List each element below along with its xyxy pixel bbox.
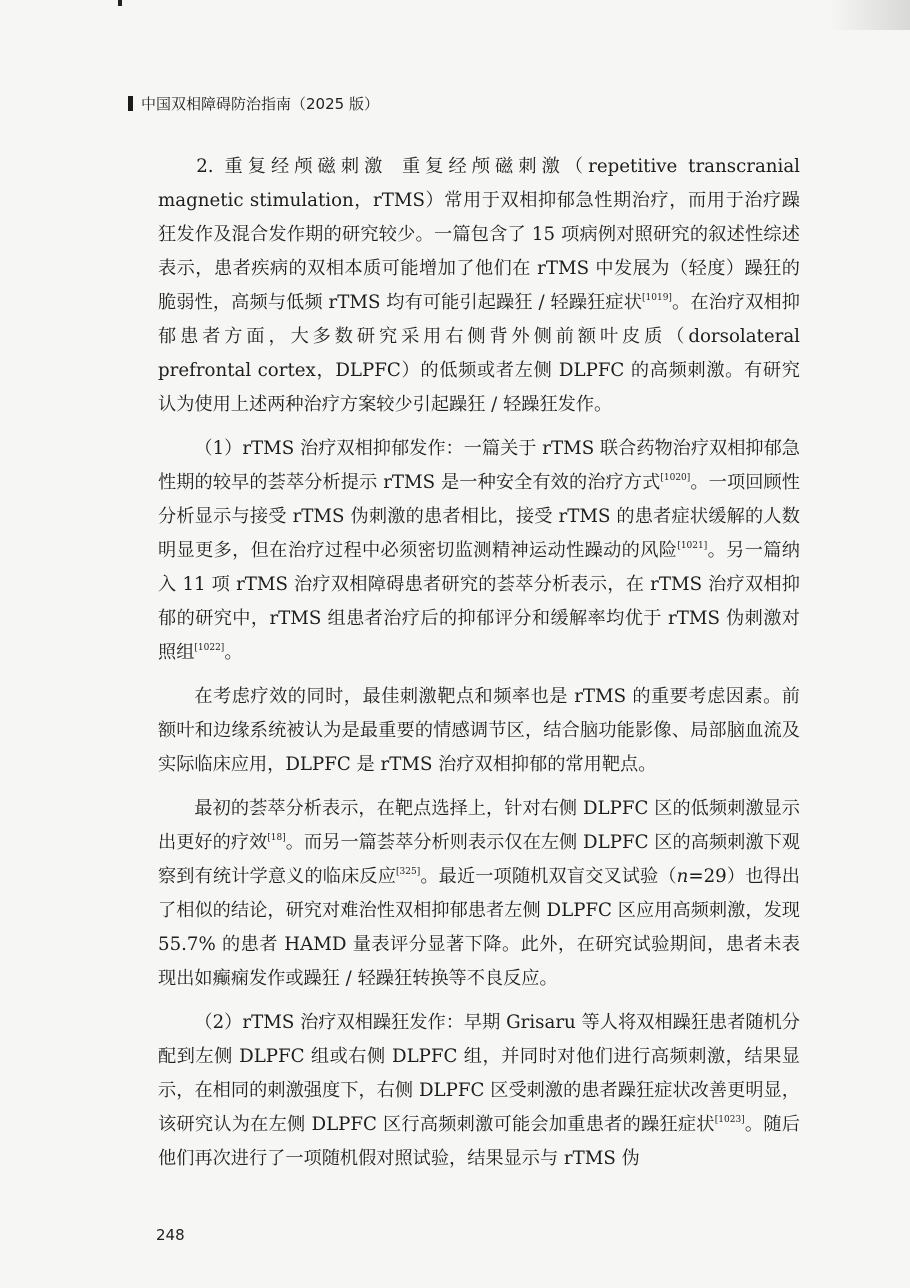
paragraph-text: 。 bbox=[224, 642, 243, 663]
citation-ref: [1023] bbox=[714, 1115, 745, 1125]
citation-ref: [1022] bbox=[194, 643, 225, 653]
paragraph-text: 重复经颅磁刺激（repetitive transcranial magnetic stimulation，rTMS）常用于双相抑郁急性期治疗，而用于治疗躁狂发作及混合发作期的研究较少。一篇包含了 15 项病例对照研究的叙述性综述表示，患者疾病的双相本质可能增加了他们在 rTMS 中发展为（轻度）躁狂的脆弱性，高频与低频 rTMS 均有可能引起躁狂 / 轻躁狂症状 bbox=[158, 156, 800, 313]
paragraph-meta-analysis bbox=[158, 792, 800, 996]
citation-ref: [325] bbox=[396, 867, 421, 877]
citation-ref: [1021] bbox=[677, 541, 708, 551]
header-title: 中国双相障碍防治指南（2025 版） bbox=[141, 94, 379, 113]
paragraph-text: 。而另一篇荟萃分析则表示仅在左侧 DLPFC 区的高频刺激下观察到有统计学意义的临床反应 bbox=[158, 832, 800, 887]
paragraph-text: 最初的荟萃分析表示，在靶点选择上，针对右侧 DLPFC 区的低频刺激显示出更好的疗效 bbox=[158, 798, 800, 853]
paragraph-bipolar-depression bbox=[158, 432, 800, 670]
page-number: 248 bbox=[156, 1226, 185, 1244]
sample-size-symbol: n bbox=[676, 866, 689, 887]
section-heading: 2. 重复经颅磁刺激 bbox=[196, 156, 388, 177]
paragraph-text: 。在治疗双相抑郁患者方面，大多数研究采用右侧背外侧前额叶皮质（dorsolateral prefrontal cortex，DLPFC）的低频或者左侧 DLPFC 的高频刺激。有研究认为使用上述两种治疗方案较少引起躁狂 / 轻躁狂发作。 bbox=[158, 292, 800, 415]
running-header bbox=[128, 92, 768, 114]
paragraph-text: 在考虑疗效的同时，最佳刺激靶点和频率也是 rTMS 的重要考虑因素。前额叶和边缘系统被认为是最重要的情感调节区，结合脑功能影像、局部脑血流及实际临床应用，DLPFC 是 rTMS 治疗双相抑郁的常用靶点。 bbox=[158, 686, 800, 775]
paragraph-text: 。另一篇纳入 11 项 rTMS 治疗双相障碍患者研究的荟萃分析表示，在 rTMS 治疗双相抑郁的研究中，rTMS 组患者治疗后的抑郁评分和缓解率均优于 rTMS 伪刺激对照组 bbox=[158, 540, 800, 663]
paragraph-text: （1）rTMS 治疗双相抑郁发作：一篇关于 rTMS 联合药物治疗双相抑郁急性期的较早的荟萃分析提示 rTMS 是一种安全有效的治疗方式 bbox=[158, 438, 800, 493]
paragraph-targets bbox=[158, 680, 800, 782]
body-text bbox=[158, 150, 800, 1186]
page-corner-shadow bbox=[830, 0, 910, 30]
paragraph-bipolar-mania bbox=[158, 1006, 800, 1176]
paragraph-rtms-intro bbox=[158, 150, 800, 422]
citation-ref: [1020] bbox=[660, 473, 691, 483]
citation-ref: [1019] bbox=[642, 293, 672, 303]
header-marker-icon bbox=[128, 96, 133, 111]
paragraph-text: =29）也得出了相似的结论，研究对难治性双相抑郁患者左侧 DLPFC 区应用高频刺激，发现 55.7% 的患者 HAMD 量表评分显著下降。此外，在研究试验期间，患者未表现出如癫痫发作或躁狂 / 轻躁狂转换等不良反应。 bbox=[158, 866, 800, 989]
paragraph-text: 。随后他们再次进行了一项随机假对照试验，结果显示与 rTMS 伪 bbox=[158, 1114, 800, 1169]
paragraph-text: 。最近一项随机双盲交叉试验（ bbox=[420, 866, 677, 887]
paragraph-text: （2）rTMS 治疗双相躁狂发作：早期 Grisaru 等人将双相躁狂患者随机分配到左侧 DLPFC 组或右侧 DLPFC 组，并同时对他们进行高频刺激，结果显示，在相同的刺激强度下，右侧 DLPFC 区受刺激的患者躁狂症状改善更明显，该研究认为在左侧 DLPFC 区行高频刺激可能会加重患者的躁狂症状 bbox=[158, 1012, 800, 1135]
citation-ref: [18] bbox=[267, 833, 286, 843]
binding-mark bbox=[118, 0, 122, 6]
paragraph-text: 。一项回顾性分析显示与接受 rTMS 伪刺激的患者相比，接受 rTMS 的患者症状缓解的人数明显更多，但在治疗过程中必须密切监测精神运动性躁动的风险 bbox=[158, 472, 800, 561]
